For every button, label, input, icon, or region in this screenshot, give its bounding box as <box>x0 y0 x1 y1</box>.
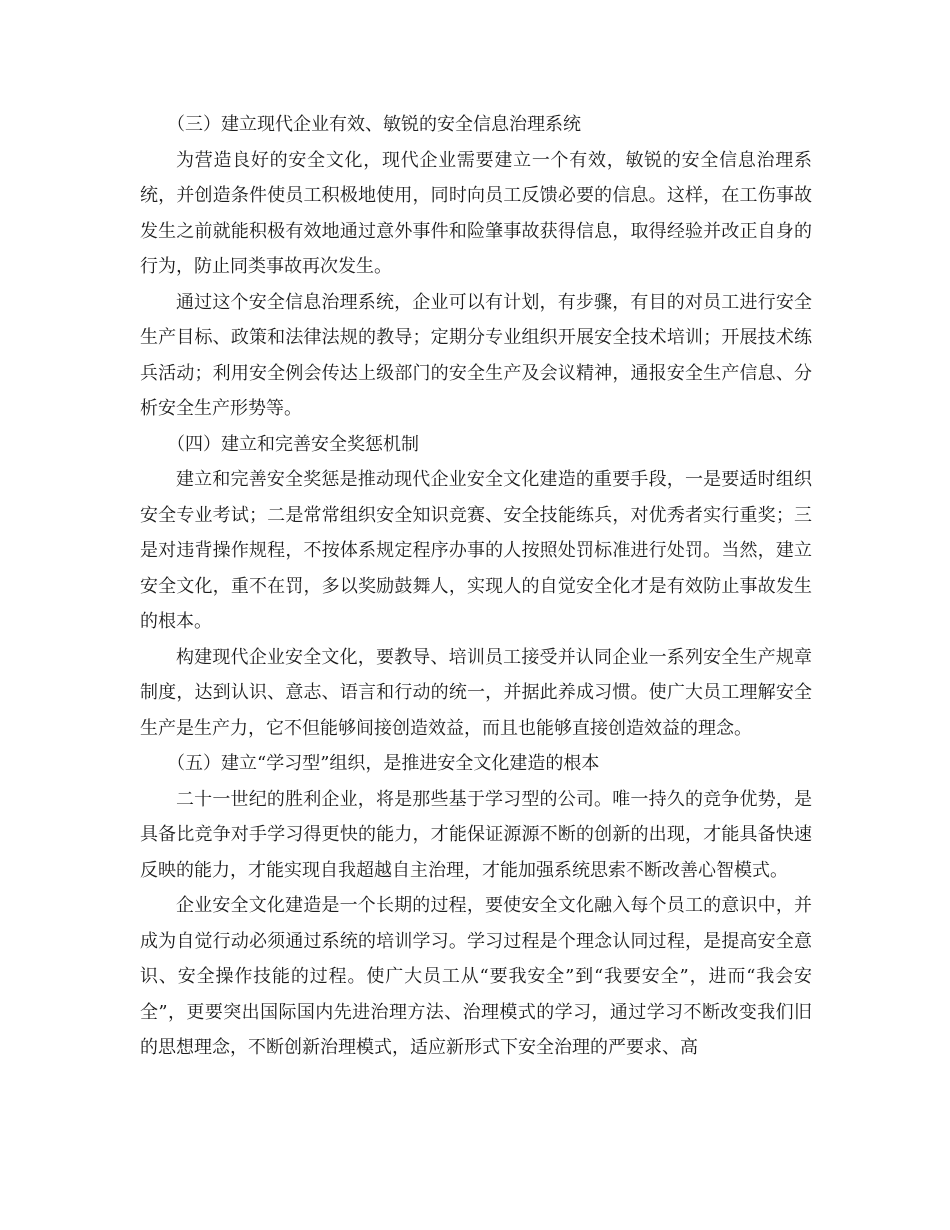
section-heading-4: （四）建立和完善安全奖惩机制 <box>167 433 419 455</box>
body-paragraph: 为营造良好的安全文化，现代企业需要建立一个有效，敏锐的安全信息治理系统，并创造条件使员工积极地使用，同时向员工反馈必要的信息。这样，在工伤事故发生之前就能积极有效地通过意外事件和险肇事故获得信息，取得经验并改正自身的行为，防止同类事故再次发生。 <box>140 149 812 277</box>
body-paragraph: 通过这个安全信息治理系统，企业可以有计划，有步骤，有目的对员工进行安全生产目标、政策和法律法规的教导；定期分专业组织开展安全技术培训；开展技术练兵活动；利用安全例会传达上级部门的安全生产及会议精神，通报安全生产信息、分析安全生产形势等。 <box>140 291 812 419</box>
document-page <box>140 107 812 1066</box>
body-paragraph: 建立和完善安全奖惩是推动现代企业安全文化建造的重要手段，一是要适时组织安全专业考试；二是常常组织安全知识竞赛、安全技能练兵，对优秀者实行重奖；三是对违背操作规程，不按体系规定程序办事的人按照处罚标准进行处罚。当然，建立安全文化，重不在罚，多以奖励鼓舞人，实现人的自觉安全化才是有效防止事故发生的根本。 <box>140 469 812 632</box>
section-heading-3: （三）建立现代企业有效、敏锐的安全信息治理系统 <box>167 114 581 135</box>
section-heading-5: （五）建立“学习型”组织，是推进安全文化建造的根本 <box>167 753 600 774</box>
body-paragraph: 二十一世纪的胜利企业，将是那些基于学习型的公司。唯一持久的竞争优势，是具备比竞争对手学习得更快的能力，才能保证源源不断的创新的出现，才能具备快速反映的能力，才能实现自我超越自主治理，才能加强系统思索不断改善心智模式。 <box>140 788 812 881</box>
body-paragraph: 构建现代企业安全文化，要教导、培训员工接受并认同企业一系列安全生产规章制度，达到认识、意志、语言和行动的统一，并据此养成习惯。使广大员工理解安全生产是生产力，它不但能够间接创造效益，而且也能够直接创造效益的理念。 <box>140 646 812 739</box>
body-paragraph: 企业安全文化建造是一个长期的过程，要使安全文化融入每个员工的意识中，并成为自觉行动必须通过系统的培训学习。学习过程是个理念认同过程，是提高安全意识、安全操作技能的过程。使广大员工从“要我安全”到“我要安全”，进而“我会安全”，更要突出国际国内先进治理方法、治理模式的学习，通过学习不断改变我们旧的思想理念，不断创新治理模式，适应新形式下安全治理的严要求、高 <box>140 895 812 1058</box>
